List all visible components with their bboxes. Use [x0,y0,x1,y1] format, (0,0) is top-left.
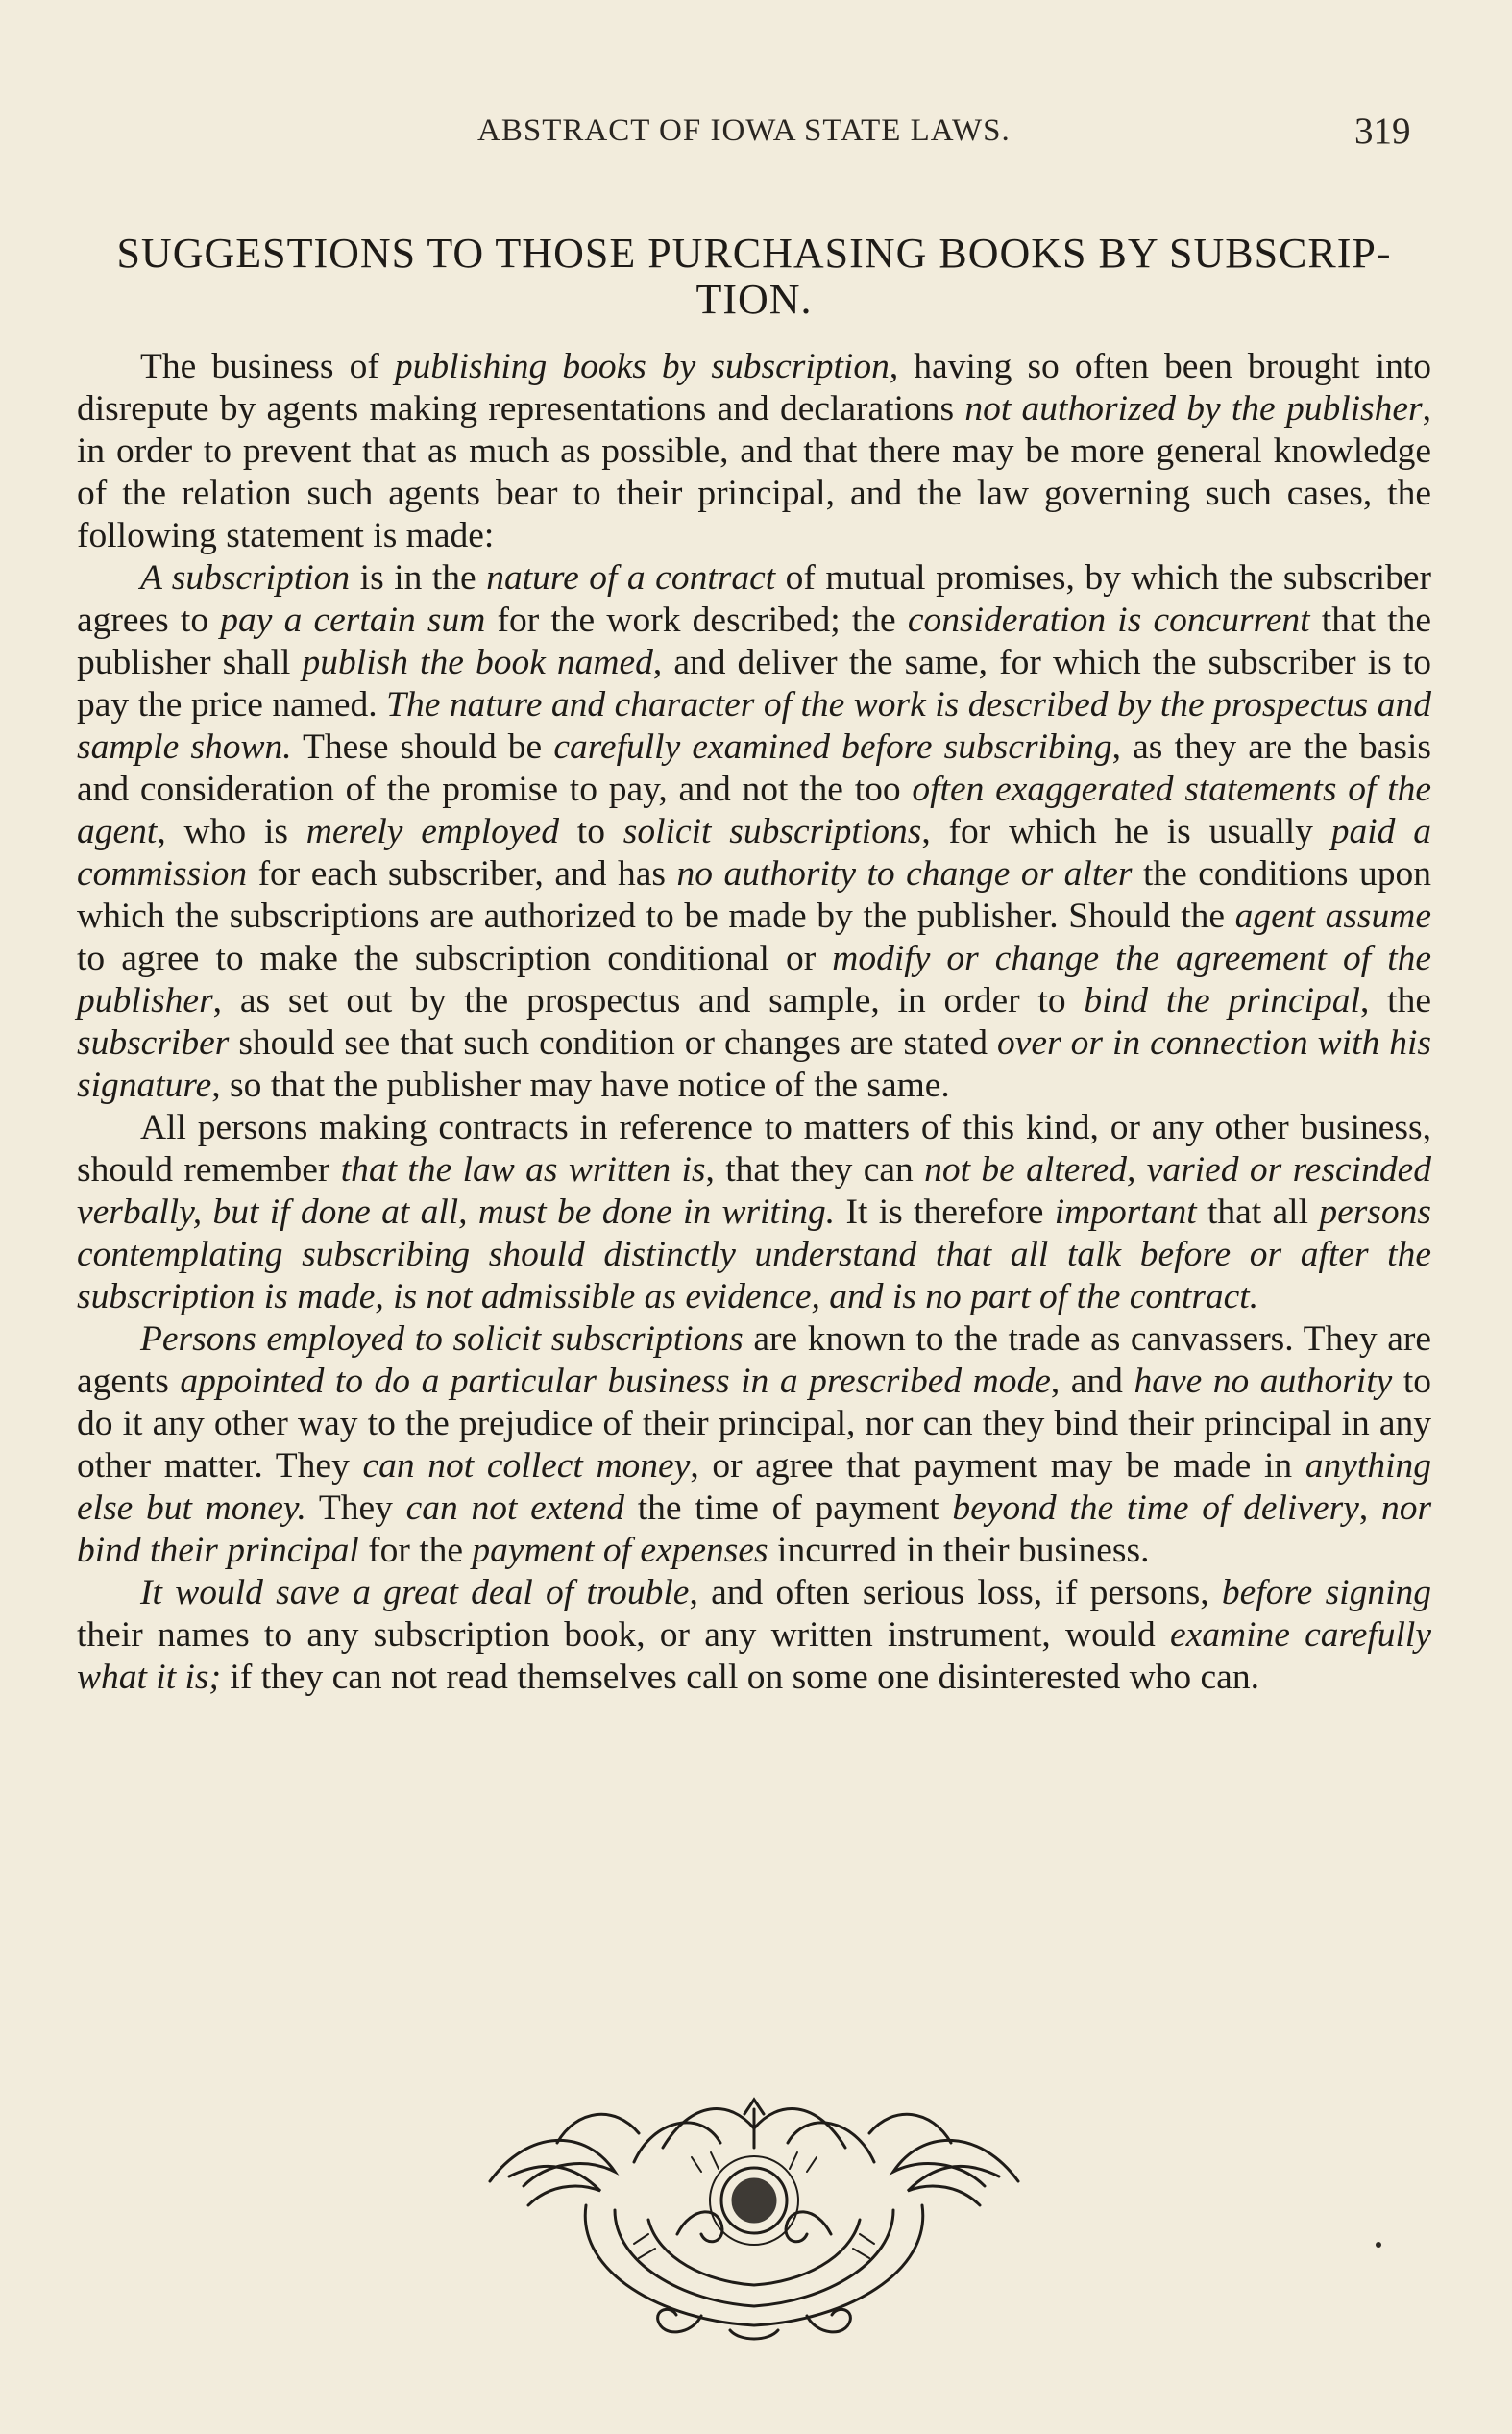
section-title: SUGGESTIONS TO THOSE PURCHASING BOOKS BY SUBSCRIP-TION. [116,230,1392,323]
italic-run: The nature and character of the work is described by the prospectus and sample shown. [77,685,1431,767]
italic-run: have no authority [1134,1362,1393,1401]
italic-run: merely employed [305,812,559,851]
italic-run: anything else but money. [77,1446,1432,1528]
text-run: that the publisher shall [77,601,1431,682]
text-run: , and deliver the same, for which the subscriber is to pay the price named. [77,643,1431,725]
text-run: , as they are the basis and consideration of the promise to pay, and not the too [77,727,1432,809]
text-run: It is therefore [835,1192,1055,1232]
italic-run: solicit subscriptions [622,812,922,851]
italic-run: Persons employed to solicit subscriptions [140,1319,744,1359]
italic-run: carefully examined before subscribing [553,727,1112,767]
text-run: to agree to make the subscription conditional or [77,939,833,978]
italic-run: payment of expenses [472,1531,768,1570]
italic-run: publish the book named [302,643,653,682]
italic-run: beyond the time of delivery [952,1488,1359,1528]
italic-run: can not collect money [362,1446,691,1486]
text-run: for each subscriber, and has [247,854,677,894]
italic-run: publishing books by subscription [394,347,890,386]
text-run: their names to any subscription book, or any written instrument, would [77,1615,1170,1655]
text-run: that all [1196,1192,1320,1232]
text-run: , and [1050,1362,1134,1401]
italic-run: pay a certain sum [220,601,486,640]
text-run: , [1358,1488,1381,1528]
scrollwork-tailpiece-icon [471,2090,1037,2345]
text-run: incurred in their business. [768,1531,1150,1570]
italic-run: consideration is concurrent [907,601,1310,640]
italic-run: nature of a contract [486,558,776,598]
italic-run: modify or change the agreement of the publisher [77,939,1432,1020]
paragraph [77,1318,1431,1572]
italic-run: over or in connection with his signature [77,1023,1431,1105]
italic-run: often exaggerated statements of the agent [77,770,1432,851]
italic-run: persons contemplating subscribing should distinctly understand that all talk before or after the subscription is made, is not admissible as evidence, and is no part of the contract. [77,1192,1431,1316]
text-run: , that they can [705,1150,925,1190]
text-run: to [558,812,623,851]
italic-run: agent assume [1234,897,1431,936]
text-run: , for which he is usually [921,812,1331,851]
italic-run: subscriber [77,1023,230,1063]
text-run: The business of [140,347,395,386]
page-number: 319 [1354,111,1411,152]
text-run: the conditions upon which the subscriptions are authorized to be made by the publisher. Should the [77,854,1432,936]
paragraph [77,557,1431,1107]
text-run: , who is [157,812,306,851]
italic-run: nor bind their principal [77,1488,1432,1570]
italic-run: paid a commission [77,812,1432,894]
italic-run: important [1054,1192,1197,1232]
text-run: They [305,1488,406,1528]
text-run: , the [1359,981,1431,1020]
text-run: for the [358,1531,473,1570]
body-text [77,346,1431,1699]
running-head: ABSTRACT OF IOWA STATE LAWS. [477,113,1011,148]
text-run: , and often serious loss, if persons, [689,1573,1222,1612]
text-run: are known to the trade as canvassers. They are agents [77,1319,1431,1401]
text-run: These should be [291,727,554,767]
italic-run: bind the principal [1084,981,1360,1020]
text-run: to do it any other way to the prejudice of their principal, nor can they bind their principal in any other matter. They [77,1362,1431,1486]
italic-run: that the law as written is [340,1150,706,1190]
text-run: if they can not read themselves call on some one disinterested who can. [221,1658,1259,1697]
paragraph [77,1572,1431,1699]
italic-run: A subscription [140,558,351,598]
italic-run: no authority to change or alter [676,854,1133,894]
italic-run: can not extend [405,1488,624,1528]
text-run: of mutual promises, by which the subscriber agrees to [77,558,1431,640]
paragraph [77,1107,1431,1318]
ink-speck [1376,2242,1381,2248]
text-run: , as set out by the prospectus and sample, in order to [212,981,1085,1020]
text-run: , or agree that payment may be made in [690,1446,1305,1486]
italic-run: not be altered, varied or rescinded verbally, but if done at all, must be done in writing. [77,1150,1431,1232]
text-run: , so that the publisher may have notice of the same. [211,1066,950,1105]
text-run: , having so often been brought into disrepute by agents making representations and declarations [77,347,1431,429]
italic-run: appointed to do a particular business in a prescribed mode [180,1362,1051,1401]
italic-run: examine carefully what it is; [77,1615,1431,1697]
text-run: is in the [350,558,487,598]
text-run: the time of payment [623,1488,953,1528]
text-run: for the work described; the [485,601,908,640]
italic-run: before signing [1221,1573,1432,1612]
italic-run: not authorized by the publisher [964,389,1423,429]
text-run: should see that such condition or changes are stated [229,1023,998,1063]
italic-run: It would save a great deal of trouble [140,1573,690,1612]
text-run: All persons making contracts in reference to matters of this kind, or any other business, should remember [77,1108,1431,1190]
text-run: , in order to prevent that as much as possible, and that there may be more general knowledge of the relation such agents bear to their principal, and the law governing such cases, the following statement is made: [77,389,1432,555]
paragraph [77,346,1431,557]
